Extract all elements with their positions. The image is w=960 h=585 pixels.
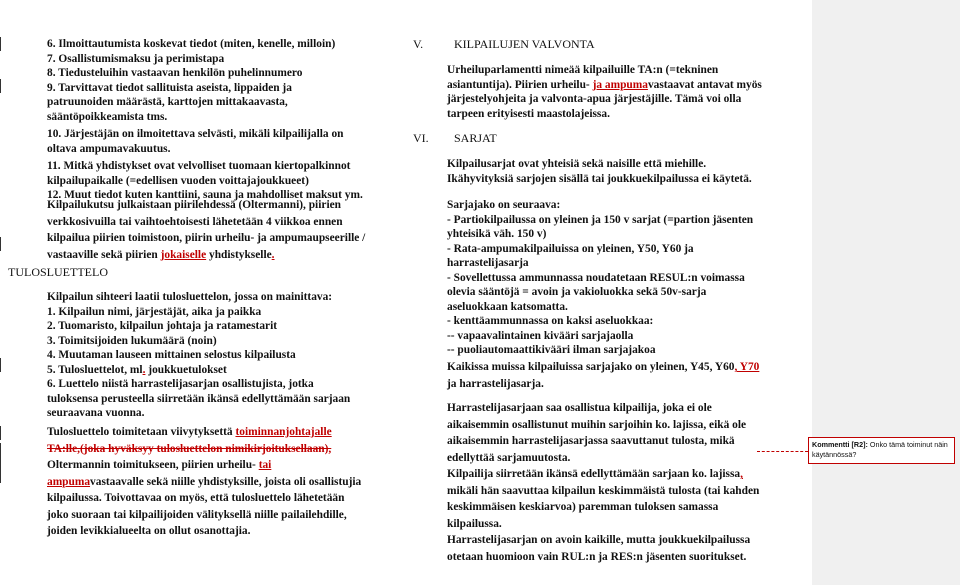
muissa-paragraph	[447, 360, 759, 392]
paragraph-line	[447, 78, 762, 94]
paragraph-line: Harrastelijasarjan on avoin kaikille, mutta joukkuekilpailussa	[447, 534, 751, 546]
paragraph-line: kilpailussa.	[447, 517, 502, 530]
list-item: - Partiokilpailussa on yleinen ja 150 v sarjat (=partion jäsenten	[447, 213, 754, 226]
inserted-text[interactable]: , Y70	[734, 361, 760, 373]
list-item: 7. Osallistumismaksu ja perimistapa	[47, 52, 225, 65]
text-run: joukkuetulokset	[145, 363, 227, 376]
paragraph-line: verkkosivuilla tai vaihtoehtoisesti lähetetään 4 viikkoa ennen	[47, 215, 343, 228]
harrastelija-paragraph	[447, 401, 759, 565]
section-title: SARJAT	[454, 131, 497, 145]
paragraph-line	[447, 467, 759, 483]
list-item: 4. Muutaman lauseen mittainen selostus kilpailusta	[47, 349, 296, 361]
paragraph-line: järjestelyohjeita ja valvonta-apua järjestäjille. Tämä voi olla	[447, 93, 742, 105]
list-item: aseluokkaan katsomatta.	[447, 300, 568, 313]
list-item: 1. Kilpailun nimi, järjestäjät, aika ja paikka	[47, 305, 262, 318]
paragraph-line: mikäli hän saavuttaa kilpailun keskimmäistä tulosta (tai kahden	[447, 484, 760, 497]
paragraph-line	[47, 442, 361, 458]
paragraph-line: aikaisemmin harrastelijasarjassa saavuttanut tulosta, mikä	[447, 435, 735, 447]
text-run: vastaaville sekä piirien	[47, 248, 161, 261]
paragraph-line: keskimmäisen keskiarvoa) paremman tuloksen samassa	[447, 501, 719, 513]
sarjajako-list	[447, 198, 753, 359]
change-bar	[0, 37, 1, 51]
paragraph-line	[447, 360, 759, 376]
text-run: vastaavat antavat myös	[647, 78, 762, 91]
list-item: 10. Järjestäjän on ilmoitettava selvästi, mikäli kilpailijalla on	[47, 128, 344, 140]
inserted-text[interactable]: .	[142, 363, 146, 376]
list-item: olevia sääntöjä = avoin ja vakioluokka sekä 50v-sarja	[447, 286, 707, 298]
list-item: harrastelijasarja	[447, 257, 529, 269]
comment-margin-pane	[812, 0, 960, 585]
list-item: 8. Tiedusteluihin vastaavan henkilön puhelinnumero	[47, 67, 303, 79]
paragraph-line: kilpailua piirien toimistoon, piirin urheilu- ja ampumaupseerille /	[47, 232, 366, 244]
kutsu-paragraph	[47, 198, 365, 263]
text-run: Tulosluettelo toimitetaan viivytyksettä	[47, 426, 236, 438]
list-item: kilpailupaikalle (=edellisen vuoden voittajajoukkueet)	[47, 174, 309, 187]
list-item: -- vapaavalintainen kivääri sarjajaolla	[447, 329, 634, 342]
tulos-section	[47, 290, 350, 422]
list-item: 6. Ilmoittautumista koskevat tiedot (miten, kenelle, milloin)	[47, 38, 336, 50]
section-title: KILPAILUJEN VALVONTA	[454, 37, 595, 51]
inserted-text[interactable]: ja ampuma	[592, 78, 648, 91]
text-run: Kaikissa muissa kilpailuissa sarjajako on yleinen, Y45, Y60	[447, 361, 735, 373]
list-item: 3. Toimitsijoiden lukumäärä (noin)	[47, 334, 217, 347]
text-run: vastaavalle sekä niille yhdistyksille, joista oli osallistujia	[90, 475, 362, 488]
change-bar	[0, 426, 1, 440]
list-item: patruunoiden määrästä, karttojen mittakaavasta,	[47, 96, 288, 108]
list-item: tuloksensa perusteella siirretään ikänsä edellyttämään sarjaan	[47, 392, 351, 405]
paragraph-line	[47, 458, 361, 474]
inserted-text[interactable]: ,	[740, 468, 743, 480]
list-item: 6. Luettelo niistä harrastelijasarjan osallistujista, jotka	[47, 378, 314, 390]
text-run: asiantuntija). Piirien urheilu-	[447, 78, 593, 91]
paragraph-line: otetaan huomioon vain RUL:n ja RES:n jäsenten suoritukset.	[447, 550, 747, 563]
inserted-text[interactable]: tai	[258, 459, 272, 471]
sarjat-intro	[447, 157, 752, 187]
kutsu-list	[47, 37, 363, 204]
paragraph-line	[47, 425, 361, 441]
list-item: - Sovellettussa ammunnassa noudatetaan RESUL:n voimassa	[447, 271, 745, 284]
list-item: yhteisikä väh. 150 v)	[447, 228, 547, 240]
list-item: 12. Muut tiedot kuten kanttiini, sauna ja mahdolliset maksut ym.	[47, 189, 363, 201]
valvonta-paragraph	[447, 63, 762, 122]
paragraph-line: Ikähyvityksiä sarjojen sisällä tai joukkuekilpailussa ei käytetä.	[447, 172, 752, 185]
change-bar	[0, 237, 1, 251]
list-item: 9. Tarvittavat tiedot sallituista aseista, lippaiden ja	[47, 81, 292, 94]
list-item: oltava ampumavakuutus.	[47, 142, 171, 155]
paragraph-line: kilpailussa. Toivottavaa on myös, että tulosluettelo lähetetään	[47, 492, 345, 504]
list-item: Sarjajako on seuraava:	[447, 199, 561, 211]
text-run: yhdistykselle	[206, 248, 272, 261]
inserted-text[interactable]: .	[271, 248, 275, 261]
list-item: -- puoliautomaattikivääri ilman sarjajakoa	[447, 344, 656, 356]
section-number: VI.	[413, 131, 429, 145]
list-item: sääntöpoikkeamista tms.	[47, 110, 168, 123]
paragraph-line: Kilpailukutsu julkaistaan piirilehdessä (Oltermanni), piirien	[47, 199, 341, 211]
change-bar	[0, 443, 1, 483]
text-run: Kilpailija siirretään ikänsä edellyttämään sarjaan ko. lajissa	[447, 468, 741, 480]
inserted-text[interactable]: jokaiselle	[160, 248, 207, 261]
list-item: 11. Mitkä yhdistykset ovat velvolliset tuomaan kiertopalkinnot	[47, 160, 351, 172]
paragraph-line: Kilpailun sihteeri laatii tulosluettelon, jossa on mainittava:	[47, 291, 333, 303]
inserted-text[interactable]: toiminnanjohtajalle	[235, 426, 332, 438]
comment-balloon[interactable]	[808, 437, 955, 464]
change-bar	[0, 358, 1, 372]
paragraph-line: Kilpailusarjat ovat yhteisiä sekä naisille että miehille.	[447, 158, 707, 170]
paragraph-line	[47, 475, 361, 491]
list-item: - Rata-ampumakilpailuissa on yleinen, Y50, Y60 ja	[447, 242, 694, 255]
change-bar	[0, 79, 1, 93]
paragraph-line: Urheiluparlamentti nimeää kilpailuille TA:n (=tekninen	[447, 64, 719, 76]
paragraph-line: joiden levikkialueelta on ollut osanottajia.	[47, 525, 251, 537]
deleted-text[interactable]: TA:lle,(joka hyväksyy tulosluettelon nimikirjoituksellaan),	[47, 442, 332, 455]
comment-label: Kommentti [R2]:	[812, 440, 868, 449]
list-item	[47, 363, 350, 379]
tulos-delivery-paragraph	[47, 425, 361, 540]
list-item: seuraavana vuonna.	[47, 407, 145, 419]
section-number: V.	[413, 37, 424, 51]
text-run: 5. Tulosluettelot, ml	[47, 363, 143, 376]
section-heading: TULOSLUETTELO	[8, 265, 108, 279]
paragraph-line: joko suoraan tai kilpailijoiden välityksellä niille pailailehdille,	[47, 508, 347, 521]
paragraph-line: Harrastelijasarjaan saa osallistua kilpailija, joka ei ole	[447, 402, 712, 414]
paragraph-line: edellyttää sarjamuutosta.	[447, 451, 571, 464]
inserted-text[interactable]: ampuma	[47, 475, 91, 488]
list-item: - kenttäammunnassa on kaksi aseluokkaa:	[447, 315, 654, 327]
paragraph-line: ja harrastelijasarja.	[447, 377, 544, 390]
text-run: Oltermannin toimitukseen, piirien urheilu-	[47, 459, 259, 471]
comment-text: Onko tämä toiminut näin käytännössä?	[812, 440, 948, 459]
paragraph-line: aikaisemmin osallistunut muihin sarjoihin ko. lajissa, eikä ole	[447, 418, 747, 431]
comment-connector	[757, 451, 808, 452]
list-item: 2. Tuomaristo, kilpailun johtaja ja ratamestarit	[47, 320, 278, 332]
paragraph-line	[47, 248, 365, 264]
paragraph-line: tarpeen erityisesti maastolajeissa.	[447, 107, 610, 120]
